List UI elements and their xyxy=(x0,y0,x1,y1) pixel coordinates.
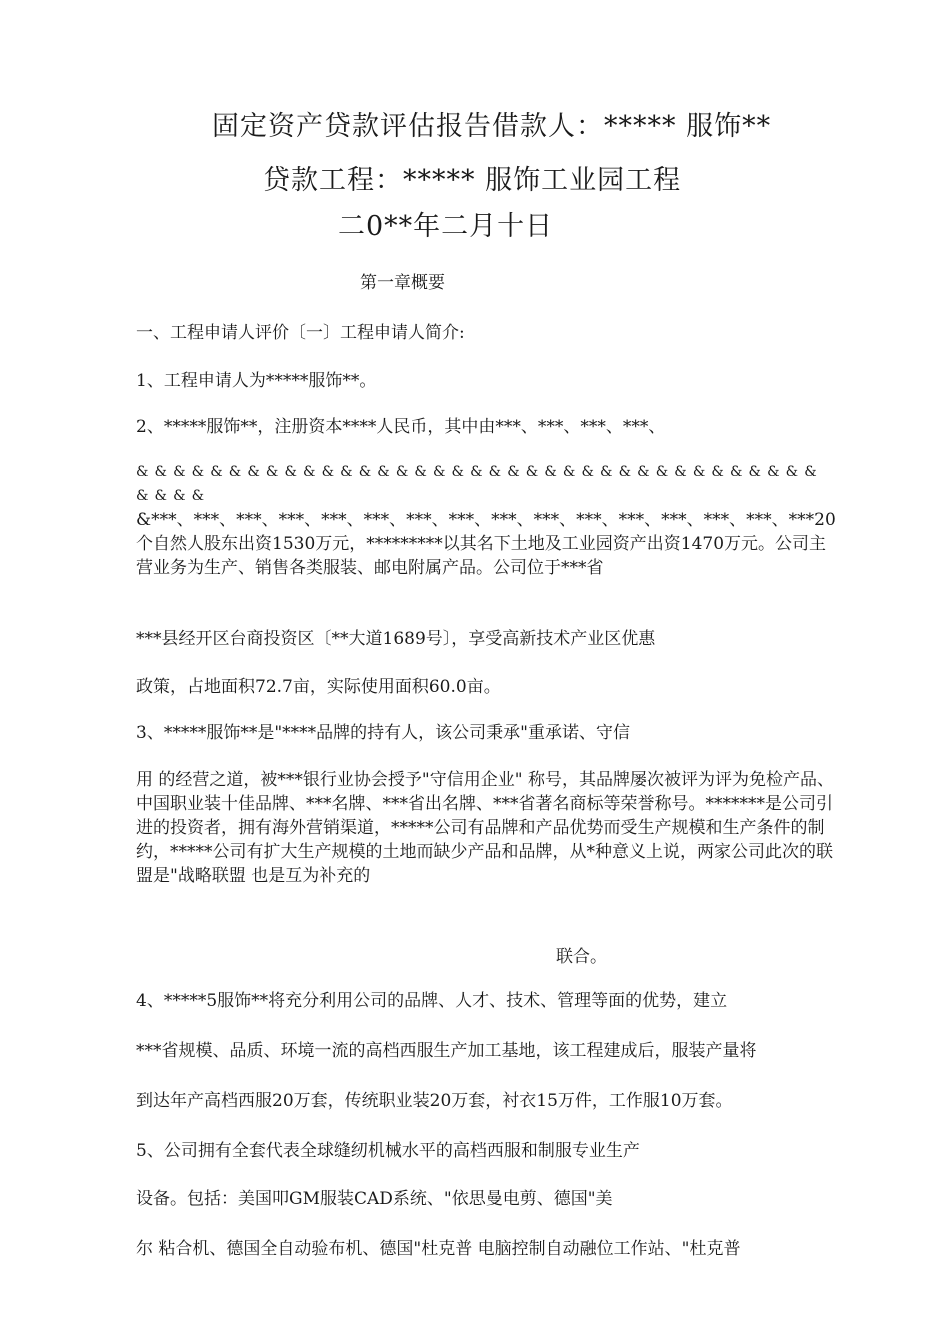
item-5-line-2: 设备。包括：美国叩GM服装CAD系统、"依思曼电剪、德国"美 xyxy=(136,1189,613,1209)
item-2-line-1: 2、*****服饰**，注册资本****人民币，其中由***、***、***、***、 xyxy=(136,417,666,437)
item-3-line-1: 3、*****服饰**是"****品牌的持有人，该公司秉承"重承诺、守信 xyxy=(136,723,630,743)
section-heading: 一、工程申请人评价〔一〕工程申请人简介: xyxy=(136,323,465,343)
item-3-paragraph: 用 的经营之道，被***银行业协会授予"守信用企业" 称号，其品牌屡次被评为评为免检产品、中国职业装十佳品牌、***名牌、***省出名牌、***省著名商标等荣誉称号。*******是公司引进的投资者，拥有海外营销渠道，*****公司有品牌和产品优势而受生产规模和生产条件的制约，*****公司有扩大生产规模的土地而缺少产品和品牌，从*种意义上说，两家公司此次的联盟是"战略联盟 也是互为补充的 xyxy=(136,770,834,886)
item-3-tail: 联合。 xyxy=(556,947,607,967)
report-title-line2: 贷款工程：***** 服饰工业园工程 xyxy=(263,165,682,196)
item-2-area-line: 政策，占地面积72.7亩，实际使用面积60.0亩。 xyxy=(136,677,501,697)
item-4-line-1: 4、*****5服饰**将充分利用公司的品牌、人才、技术、管理等面的优势，建立 xyxy=(136,991,728,1011)
item-2-ampersand-row: &&&&&&&&&&&&&&&&&&&&&&&&&&&&&&&&&&&&&&&&& xyxy=(136,464,823,504)
report-date: 二0**年二月十日 xyxy=(338,211,554,242)
report-title-line1: 固定资产贷款评估报告借款人：***** 服饰** xyxy=(212,111,772,142)
item-5-line-1: 5、公司拥有全套代表全球缝纫机械水平的高档西服和制服专业生产 xyxy=(136,1141,640,1161)
item-1: 1、工程申请人为*****服饰**。 xyxy=(136,371,377,391)
item-5-line-3: 尔 粘合机、德国全自动验布机、德国"杜克普 电脑控制自动融位工作站、"杜克普 xyxy=(136,1239,741,1259)
item-4-line-3: 到达年产高档西服20万套，传统职业装20万套，衬衣15万件，工作服10万套。 xyxy=(136,1091,733,1111)
item-2-paragraph: &***、***、***、***、***、***、***、***、***、***、***、***、***、***、***、***20个自然人股东出资1530万元，*********以其名下土地及工业园资产出资1470万元。公司主营业务为生产、销售各类服装、邮电附属产品。公司位于***省 xyxy=(136,510,836,578)
chapter-heading: 第一章概要 xyxy=(360,273,445,293)
item-4-line-2: ***省规模、品质、环境一流的高档西服生产加工基地，该工程建成后，服装产量将 xyxy=(136,1041,757,1061)
item-2-address-line: ***县经开区台商投资区〔**大道1689号〕，享受高新技术产业区优惠 xyxy=(136,629,656,649)
